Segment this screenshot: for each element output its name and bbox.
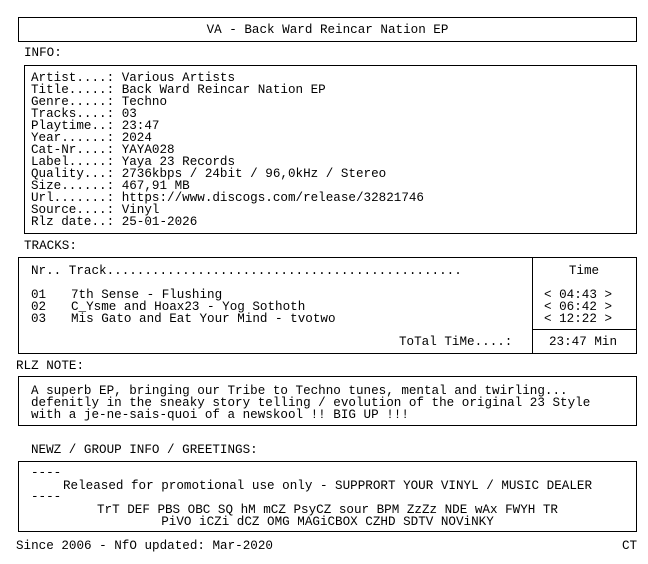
info-line-url: Url.......: https://www.discogs.com/release/32821746 — [31, 191, 424, 205]
total-time-value: 23:47 Min — [549, 335, 618, 349]
total-time-label: ToTal TiMe....: — [399, 335, 513, 349]
note-line-2: defenitly in the sneaky story telling / evolution of the original 23 Style — [31, 396, 591, 410]
info-heading: INFO: — [24, 46, 62, 60]
tracks-total-divider — [532, 329, 636, 330]
promo-notice: Released for promotional use only - SUPPRORT YOUR VINYL / MUSIC DEALER — [62, 479, 593, 493]
release-title: VA - Back Ward Reincar Nation EP — [206, 23, 449, 37]
tracks-header-time: Time — [568, 264, 600, 278]
separator-top: ---- — [31, 466, 62, 480]
tracks-header-label: Nr.. Track............................................... — [31, 264, 462, 278]
track-time: < 12:22 > — [544, 312, 613, 326]
info-line-playtime: Playtime..: 23:47 — [31, 119, 160, 133]
info-line-source: Source....: Vinyl — [31, 203, 160, 217]
greetings-line-2: PiVO iCZi dCZ OMG MAGiCBOX CZHD SDTV NOViNKY — [161, 515, 494, 529]
info-line-rlzdate: Rlz date..: 25-01-2026 — [31, 215, 198, 229]
info-line-catnr: Cat-Nr....: YAYA028 — [31, 143, 175, 157]
note-heading: RLZ NOTE: — [16, 359, 85, 373]
track-nr: 03 — [31, 312, 47, 326]
info-line-quality: Quality...: 2736kbps / 24bit / 96,0kHz / Stereo — [31, 167, 387, 181]
info-line-label: Label.....: Yaya 23 Records — [31, 155, 236, 169]
info-line-title: Title.....: Back Ward Reincar Nation EP — [31, 83, 326, 97]
track-nr: 02 — [31, 300, 47, 314]
newz-box — [18, 461, 637, 532]
separator-bottom: ---- — [31, 490, 62, 504]
track-title: Mis Gato and Eat Your Mind - tvotwo — [71, 312, 336, 326]
track-time: < 04:43 > — [544, 288, 613, 302]
newz-heading: NEWZ / GROUP INFO / GREETINGS: — [31, 443, 258, 457]
footer-initials: CT — [622, 539, 638, 553]
track-title: C_Ysme and Hoax23 - Yog Sothoth — [71, 300, 306, 314]
info-line-tracks: Tracks....: 03 — [31, 107, 137, 121]
info-line-year: Year......: 2024 — [31, 131, 152, 145]
info-line-genre: Genre.....: Techno — [31, 95, 168, 109]
track-title: 7th Sense - Flushing — [71, 288, 223, 302]
track-nr: 01 — [31, 288, 47, 302]
track-time: < 06:42 > — [544, 300, 613, 314]
tracks-box — [18, 257, 637, 354]
info-box — [24, 65, 637, 234]
note-box — [18, 376, 637, 426]
release-title-box — [18, 17, 637, 42]
greetings-line-1: TrT DEF PBS OBC SQ hM mCZ PsyCZ sour BPM ZzZz NDE wAx FWYH TR — [96, 503, 558, 517]
info-line-size: Size......: 467,91 MB — [31, 179, 190, 193]
note-line-3: with a je-ne-sais-quoi of a newskool !! BIG UP !!! — [31, 408, 409, 422]
footer-updated: Since 2006 - NfO updated: Mar-2020 — [16, 539, 273, 553]
tracks-heading: TRACKS: — [24, 239, 77, 253]
note-line-1: A superb EP, bringing our Tribe to Techno tunes, mental and twirling... — [31, 384, 568, 398]
info-line-artist: Artist....: Various Artists — [31, 71, 236, 85]
